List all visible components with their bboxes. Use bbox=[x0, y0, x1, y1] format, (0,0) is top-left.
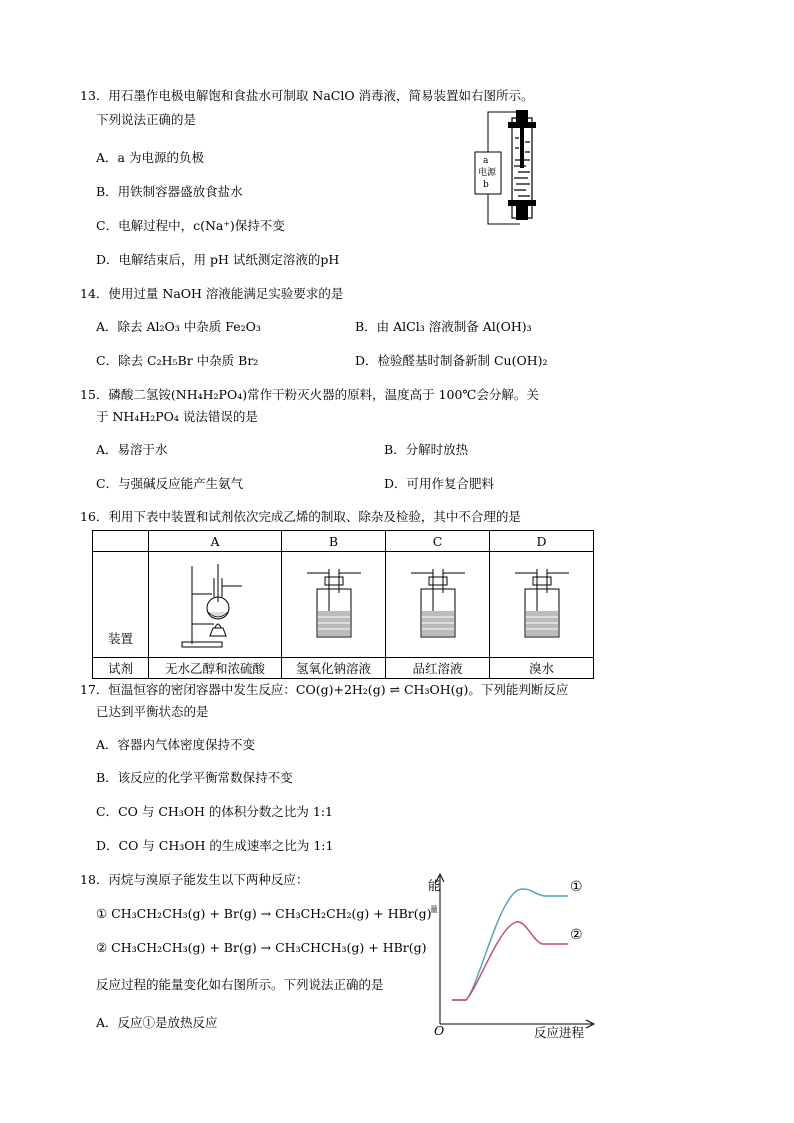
graph-origin: O bbox=[434, 1023, 445, 1038]
q14-stem: 14．使用过量 NaOH 溶液能满足实验要求的是 bbox=[80, 286, 344, 301]
q16-reagent-b: 氢氧化钠溶液 bbox=[282, 658, 386, 679]
q13-stem-line1: 13．用石墨作电极电解饱和食盐水可制取 NaClO 消毒液，简易装置如右图所示。 bbox=[80, 88, 534, 103]
q16-reagent-d: 溴水 bbox=[490, 658, 594, 679]
figure-label-power: 电源 bbox=[478, 168, 497, 178]
q17-option-c[interactable]: C．CO 与 CH₃OH 的体积分数之比为 1:1 bbox=[96, 804, 334, 819]
q18-reaction-2: ② CH₃CH₂CH₃(g) + Br(g) → CH₃CHCH₃(g) + HBr(g) bbox=[96, 940, 427, 955]
q18-stem: 18．丙烷与溴原子能发生以下两种反应： bbox=[80, 872, 309, 887]
q16-header-b: B bbox=[282, 531, 386, 552]
q13-stem-line2: 下列说法正确的是 bbox=[96, 112, 197, 127]
q16-header-d: D bbox=[490, 531, 594, 552]
wash-bottle-icon-d bbox=[507, 563, 577, 643]
q16-header-a: A bbox=[149, 531, 282, 552]
curve-1-label: ① bbox=[570, 879, 583, 895]
ethylene-generator-icon bbox=[170, 556, 260, 651]
q15-stem-line1: 15．磷酸二氢铵(NH₄H₂PO₄)常作干粉灭火器的原料，温度高于 100℃会分解。关 bbox=[80, 387, 539, 402]
q18-option-a[interactable]: A．反应①是放热反应 bbox=[96, 1015, 218, 1030]
q17-option-b[interactable]: B．该反应的化学平衡常数保持不变 bbox=[96, 770, 293, 785]
q13-option-d[interactable]: D．电解结束后，用 pH 试纸测定溶液的pH bbox=[96, 252, 340, 267]
q18-reaction-1: ① CH₃CH₂CH₃(g) + Br(g) → CH₃CH₂CH₂(g) + HBr(g) bbox=[96, 906, 432, 921]
q16-row-device-label: 装置 bbox=[93, 552, 149, 658]
q16-device-c bbox=[386, 552, 490, 658]
q14-option-a[interactable]: A．除去 Al₂O₃ 中杂质 Fe₂O₃ bbox=[96, 319, 261, 334]
q15-option-d[interactable]: D．可用作复合肥料 bbox=[384, 476, 495, 491]
figure-label-a: a bbox=[483, 156, 489, 166]
wash-bottle-icon-b bbox=[299, 563, 369, 643]
graph-y-label-2: 量 bbox=[430, 905, 438, 914]
q16-row-reagent-label: 试剂 bbox=[93, 658, 149, 679]
graph-y-label: 能 bbox=[428, 878, 441, 893]
q14-option-d[interactable]: D．检验醛基时制备新制 Cu(OH)₂ bbox=[355, 353, 548, 368]
q15-stem-line2: 于 NH₄H₂PO₄ 说法错误的是 bbox=[96, 409, 258, 424]
q16-reagent-a: 无水乙醇和浓硫酸 bbox=[149, 658, 282, 679]
q13-option-c[interactable]: C．电解过程中，c(Na⁺)保持不变 bbox=[96, 218, 285, 233]
q13-option-a[interactable]: A．a 为电源的负极 bbox=[96, 150, 204, 165]
wash-bottle-icon-c bbox=[403, 563, 473, 643]
q17-option-d[interactable]: D．CO 与 CH₃OH 的生成速率之比为 1:1 bbox=[96, 838, 334, 853]
q14-option-c[interactable]: C．除去 C₂H₅Br 中杂质 Br₂ bbox=[96, 353, 259, 368]
graph-x-label: 反应进程 bbox=[534, 1025, 585, 1040]
q15-option-c[interactable]: C．与强碱反应能产生氨气 bbox=[96, 476, 244, 491]
figure-label-b: b bbox=[483, 180, 489, 190]
curve-2-label: ② bbox=[570, 927, 583, 943]
q17-stem-line2: 已达到平衡状态的是 bbox=[96, 704, 209, 719]
q16-header-c: C bbox=[386, 531, 490, 552]
q16-device-b bbox=[282, 552, 386, 658]
q14-option-b[interactable]: B．由 AlCl₃ 溶液制备 Al(OH)₃ bbox=[355, 319, 532, 334]
q16-device-a bbox=[149, 552, 282, 658]
q17-option-a[interactable]: A．容器内气体密度保持不变 bbox=[96, 737, 256, 752]
q18-stem-2: 反应过程的能量变化如右图所示。下列说法正确的是 bbox=[96, 977, 384, 992]
q17-stem-line1: 17．恒温恒容的密闭容器中发生反应：CO(g)+2H₂(g) ⇌ CH₃OH(g)。下列能判断反应 bbox=[80, 682, 569, 697]
q15-option-a[interactable]: A．易溶于水 bbox=[96, 442, 168, 457]
q13-option-b[interactable]: B．用铁制容器盛放食盐水 bbox=[96, 184, 243, 199]
q16-device-d bbox=[490, 552, 594, 658]
q16-table bbox=[92, 530, 594, 679]
q16-reagent-c: 品红溶液 bbox=[386, 658, 490, 679]
q16-stem: 16．利用下表中装置和试剂依次完成乙烯的制取、除杂及检验，其中不合理的是 bbox=[80, 509, 521, 524]
curve-2 bbox=[452, 922, 568, 1000]
q15-option-b[interactable]: B．分解时放热 bbox=[384, 442, 469, 457]
energy-profile-graph bbox=[420, 870, 600, 1045]
q16-header-blank bbox=[93, 531, 149, 552]
